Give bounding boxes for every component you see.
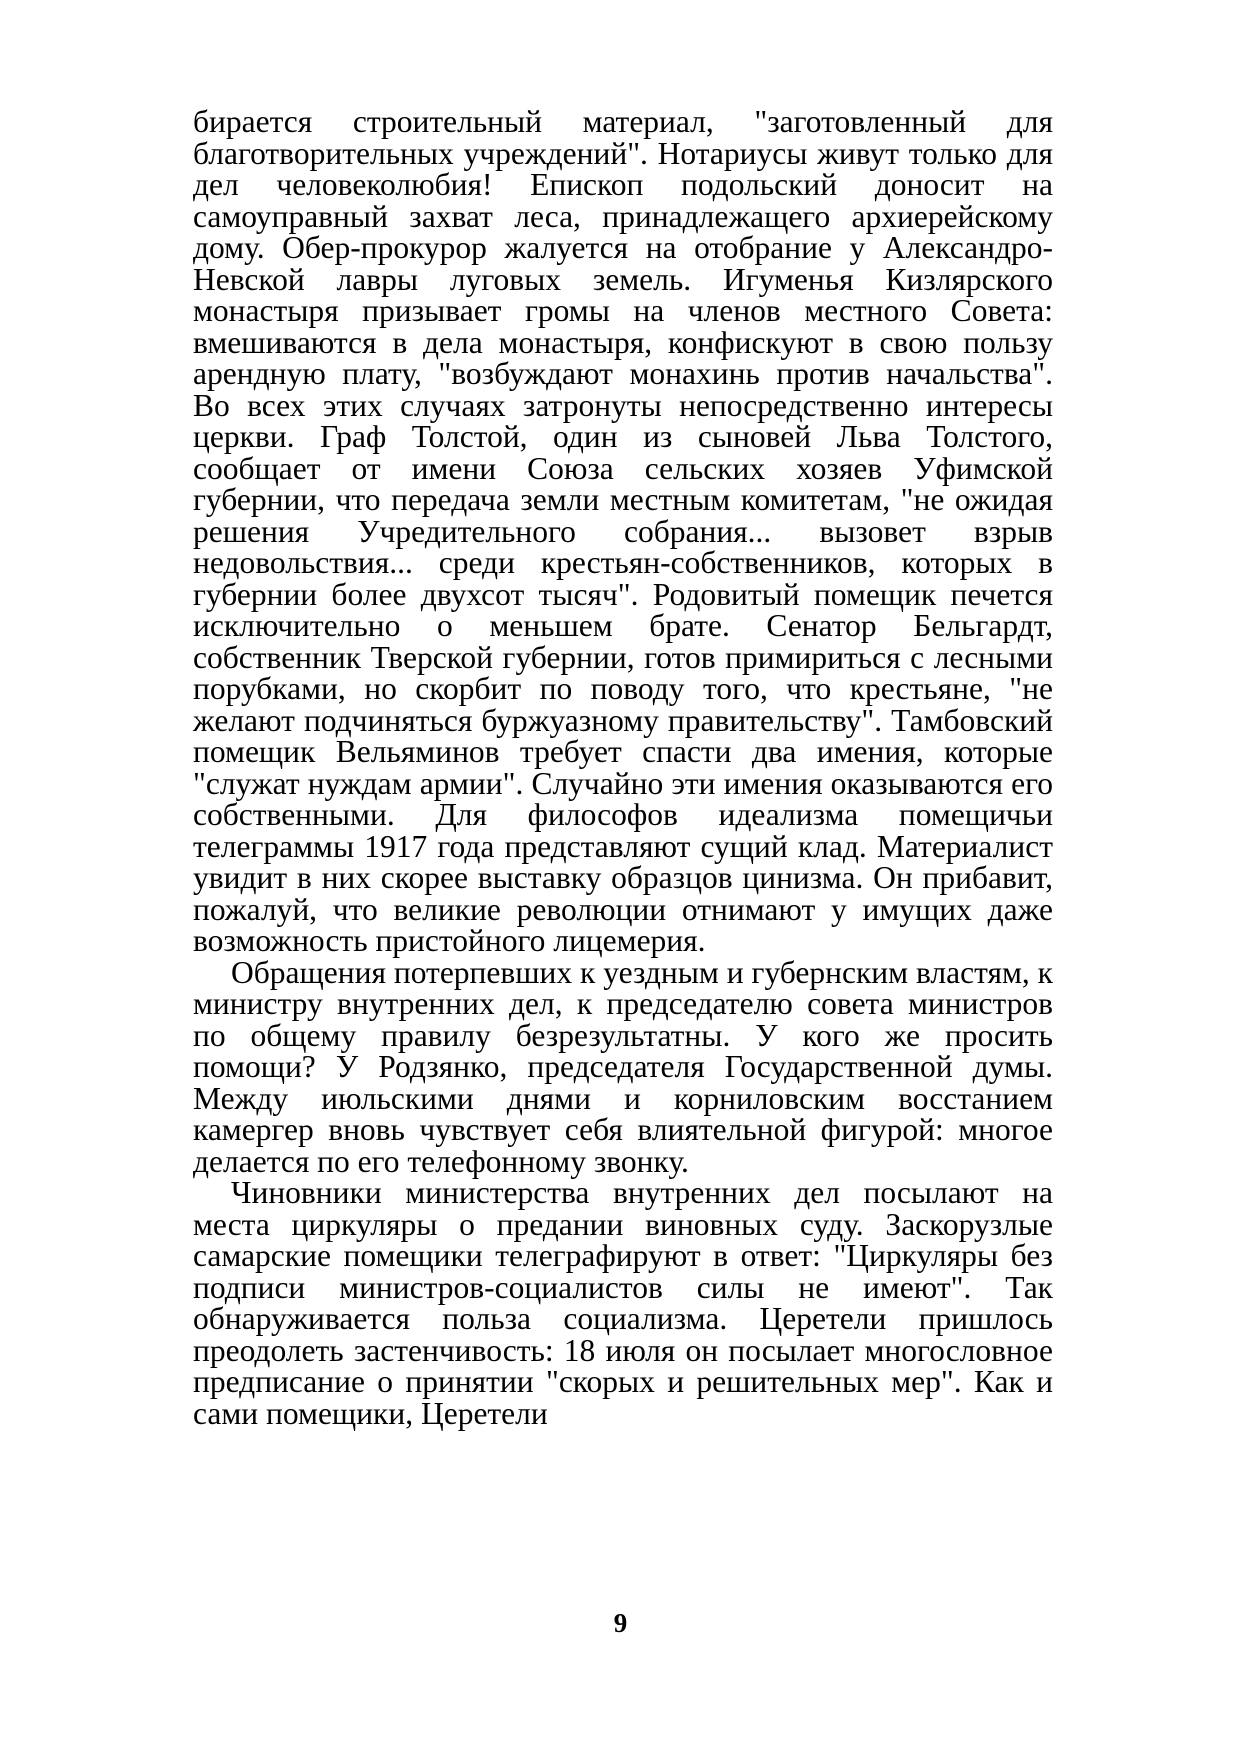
paragraph-2: Обращения потерпевших к уездным и губернским властям, к министру внутренних дел, к председателю совета министров по общему правилу безрезультатны. У кого же просить помощи? У Родзянко, председателя Государственной думы. Между июльскими днями и корниловским восстанием камергер вновь чувствует себя влиятельной фигурой: многое делается по его телефонному звонку. [193,954,1053,1179]
paragraph-3: Чиновники министерства внутренних дел посылают на места циркуляры о предании виновных суду. Заскорузлые самарские помещики телеграфируют в ответ: "Циркуляры без подписи министров-социалистов силы не имеют". Так обнаруживается польза социализма. Церетели пришлось преодолеть застенчивость: 18 июля он посылает многословное предписание о принятии "скорых и решительных мер". Как и сами помещики, Церетели [193,1175,1053,1431]
page-body [193,106,1053,1429]
page-number: 9 [613,1608,628,1638]
paragraph-1: бирается строительный материал, "заготовленный для благотворительных учреждений". Нотариусы живут только для дел человеколюбия! Епископ подольский доносит на самоуправный захват леса, принадлежащего архиерейскому дому. Обер-прокурор жалуется на отобрание у Александро-Невской лавры луговых земель. Игуменья Кизлярского монастыря призывает громы на членов местного Совета: вмешиваются в дела монастыря, конфискуют в свою пользу арендную плату, "возбуждают монахинь против начальства". Во всех этих случаях затронуты непосредственно интересы церкви. Граф Толстой, один из сыновей Льва Толстого, сообщает от имени Союза сельских хозяев Уфимской губернии, что передача земли местным комитетам, "не ожидая решения Учредительного собрания... вызовет взрыв недовольствия... среди крестьян-собственников, которых в губернии более двухсот тысяч". Родовитый помещик печется исключительно о меньшем брате. Сенатор Бельгардт, собственник Тверской губернии, готов примириться с лесными порубками, но скорбит по поводу того, что крестьяне, "не желают подчиняться буржуазному правительству". Тамбовский помещик Вельяминов требует спасти два имения, которые "служат нуждам армии". Случайно эти имения оказываются его собственными. Для философов идеализма помещичьи телеграммы 1917 года представляют сущий клад. Материалист увидит в них скорее выставку образцов цинизма. Он прибавит, пожалуй, что великие революции отнимают у имущих даже возможность пристойного лицемерия. [193,104,1053,958]
